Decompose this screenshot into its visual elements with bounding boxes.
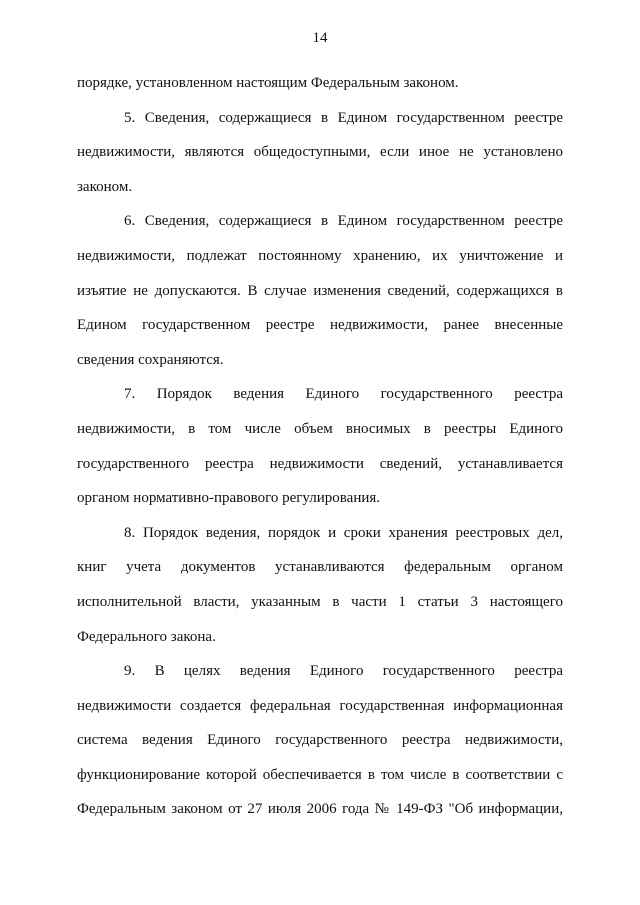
- document-body: [77, 66, 563, 827]
- paragraph-item-5: 5. Сведения, содержащиеся в Едином государственном реестре недвижимости, являются общедоступными, если иное не установлено законом.: [77, 109, 563, 195]
- page-number: 14: [312, 30, 328, 46]
- paragraph-continuation: порядке, установленном настоящим Федеральным законом.: [77, 75, 459, 91]
- paragraph-item-8: 8. Порядок ведения, порядок и сроки хранения реестровых дел, книг учета документов устанавливаются федеральным органом исполнительной власти, указанным в части 1 статьи 3 настоящего Федерального закона.: [77, 524, 563, 645]
- paragraph-item-7: 7. Порядок ведения Единого государственного реестра недвижимости, в том числе объем вносимых в реестры Единого государственного реестра недвижимости сведений, устанавливается органом нормативно-правового регулирования.: [77, 386, 563, 507]
- paragraph-item-9: 9. В целях ведения Единого государственного реестра недвижимости создается федеральная государственная информационная система ведения Единого государственного реестра недвижимости, функционирование которой обеспечивается в том числе в соответствии с Федеральным законом от 27 июля 2006 года № 149-ФЗ "Об информации,: [77, 663, 563, 818]
- paragraph-item-6: 6. Сведения, содержащиеся в Едином государственном реестре недвижимости, подлежат постоянному хранению, их уничтожение и изъятие не допускаются. В случае изменения сведений, содержащихся в Едином государственном реестре недвижимости, ранее внесенные сведения сохраняются.: [77, 213, 563, 368]
